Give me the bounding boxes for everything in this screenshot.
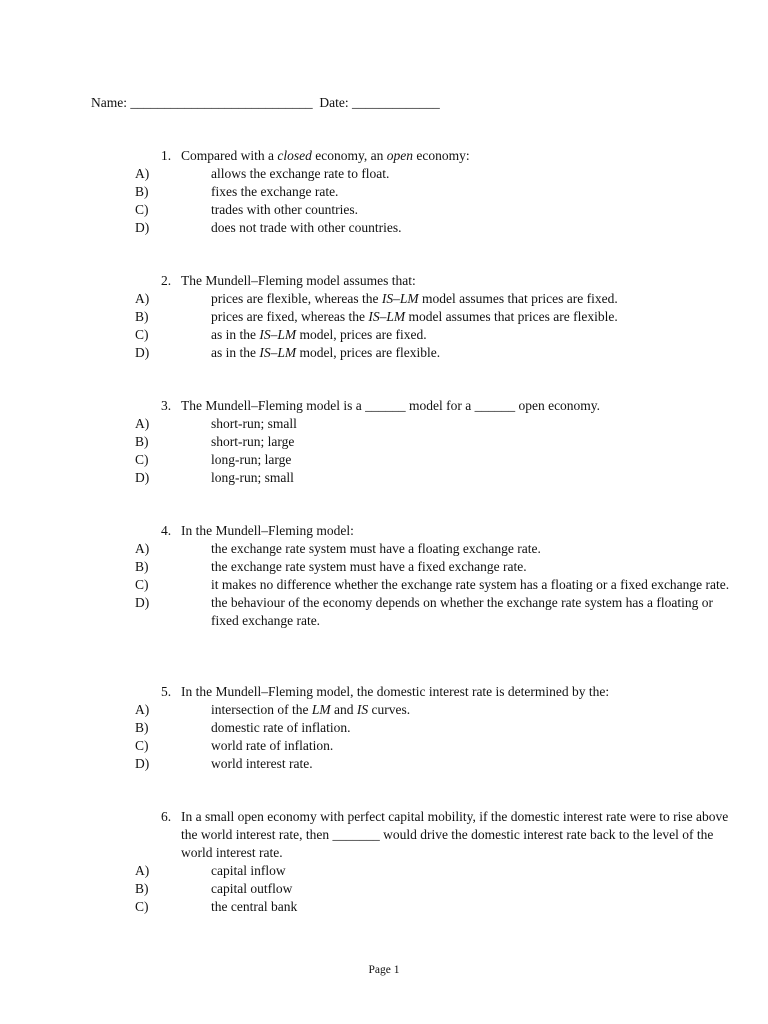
option-b [135,433,735,451]
option-label: B) [135,559,149,574]
option-text: does not trade with other countries. [211,220,402,235]
option-b [135,719,735,737]
option-text: fixes the exchange rate. [211,184,339,199]
option-c: C) as in the IS–LM model, prices are fixed. [135,327,427,342]
option-text: the behaviour of the economy depends on whether the exchange rate system has a floating or fixed exchange rate. [211,595,713,628]
option-label: A) [135,166,150,181]
option-label: A) [135,291,150,306]
option-label: C) [135,899,149,914]
question-number: 5. [161,684,172,699]
question-stem: 2. The Mundell–Fleming model assumes that: [161,273,416,288]
option-text: the exchange rate system must have a fixed exchange rate. [211,559,527,574]
question-stem: 4. In the Mundell–Fleming model: [161,523,354,538]
option-d: D) as in the IS–LM model, prices are flexible. [135,345,441,360]
option-label: C) [135,452,149,467]
name-label: Name: [91,95,127,110]
option-label: C) [135,202,149,217]
option-label: D) [135,470,150,485]
question-number: 2. [161,273,172,288]
option-a [135,415,735,433]
option-d [135,219,735,237]
question-2 [135,272,735,362]
question-4 [135,522,735,630]
option-d [135,594,735,630]
question-stem: 5. In the Mundell–Fleming model, the domestic interest rate is determined by the: [161,684,610,699]
option-c [135,576,735,594]
option-a [135,540,735,558]
option-c [135,898,735,916]
option-label: C) [135,327,149,342]
question-number: 4. [161,523,172,538]
option-text: capital inflow [211,863,286,878]
question-3 [135,397,735,487]
option-text: world interest rate. [211,756,313,771]
option-c [135,737,735,755]
option-text: capital outflow [211,881,293,896]
option-a [135,165,735,183]
option-d [135,755,735,773]
question-number: 3. [161,398,172,413]
option-text: domestic rate of inflation. [211,720,351,735]
option-label: B) [135,434,149,449]
option-label: A) [135,702,150,717]
option-label: B) [135,184,149,199]
question-stem: 6. In a small open economy with perfect capital mobility, if the domestic interest rate were to rise above the world interest rate, then _______ would drive the domestic interest rate back to the level of the world interest rate. [161,809,729,860]
option-text: long-run; small [211,470,294,485]
name-date-line [91,94,440,112]
question-number: 1. [161,148,172,163]
option-text: allows the exchange rate to float. [211,166,390,181]
option-text: short-run; small [211,416,297,431]
question-number: 6. [161,809,172,824]
option-d [135,469,735,487]
question-stem: 3. The Mundell–Fleming model is a ______ model for a ______ open economy. [161,398,601,413]
question-1 [135,147,735,237]
option-b: B) prices are fixed, whereas the IS–LM model assumes that prices are flexible. [135,309,618,324]
option-label: D) [135,756,150,771]
option-text: it makes no difference whether the exchange rate system has a floating or a fixed exchange rate. [211,577,730,592]
date-label: Date: [319,95,349,110]
date-blank: _____________ [352,95,440,110]
option-label: A) [135,416,150,431]
question-6 [135,808,735,916]
option-a [135,862,735,880]
option-label: B) [135,881,149,896]
option-label: C) [135,738,149,753]
name-blank: ___________________________ [130,95,313,110]
option-b [135,558,735,576]
question-stem: 1. Compared with a closed economy, an open economy: [161,148,470,163]
option-a: A) prices are flexible, whereas the IS–LM model assumes that prices are fixed. [135,291,618,306]
option-a: A) intersection of the LM and IS curves. [135,702,411,717]
option-label: B) [135,309,149,324]
option-label: A) [135,863,150,878]
option-text: long-run; large [211,452,292,467]
option-c [135,201,735,219]
option-label: B) [135,720,149,735]
option-text: the central bank [211,899,298,914]
option-text: short-run; large [211,434,295,449]
option-text: the exchange rate system must have a floating exchange rate. [211,541,541,556]
option-text: trades with other countries. [211,202,358,217]
option-c [135,451,735,469]
option-text: world rate of inflation. [211,738,334,753]
option-label: D) [135,345,150,360]
option-label: D) [135,595,150,610]
option-label: D) [135,220,150,235]
question-5 [135,683,735,773]
option-b [135,880,735,898]
option-b [135,183,735,201]
option-label: A) [135,541,150,556]
page-number: Page 1 [368,964,400,976]
option-label: C) [135,577,149,592]
